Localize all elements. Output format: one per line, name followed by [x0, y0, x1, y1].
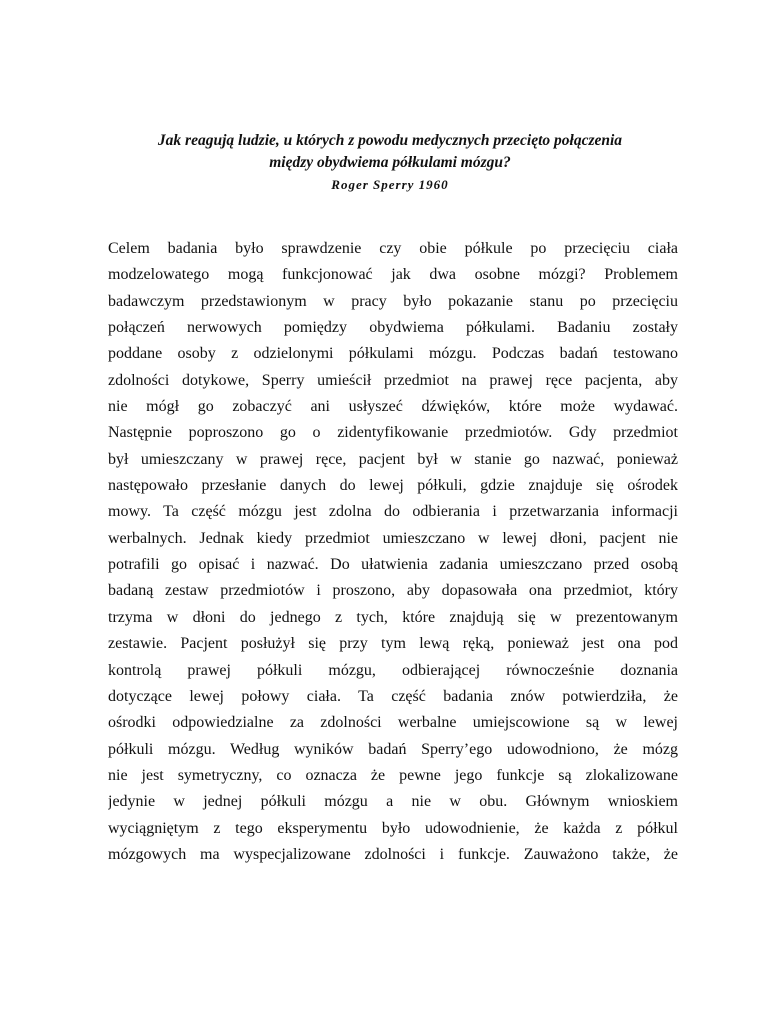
- body-line: następowało przesłanie danych do lewej półkuli, gdzie znajduje się ośrodek: [108, 477, 678, 495]
- body-line: potrafili go opisać i nazwać. Do ułatwienia zadania umieszczano przed osobą: [108, 556, 678, 574]
- body-line: mowy. Ta część mózgu jest zdolna do odbierania i przetwarzania informacji: [108, 503, 678, 521]
- title-block: [100, 130, 680, 196]
- body-line: Celem badania było sprawdzenie czy obie półkule po przecięciu ciała: [108, 240, 678, 257]
- document-title-line-2: między obydwiema półkulami mózgu?: [269, 154, 511, 171]
- body-line: kontrolą prawej półkuli mózgu, odbierającej równocześnie doznania: [108, 661, 678, 679]
- body-line: mózgowych ma wyspecjalizowane zdolności i funkcje. Zauważono także, że: [108, 845, 678, 863]
- body-text: [108, 236, 678, 868]
- body-line: wyciągniętym z tego eksperymentu było udowodnienie, że każda z półkul: [108, 819, 678, 837]
- body-line: jedynie w jednej półkuli mózgu a nie w obu. Głównym wnioskiem: [108, 793, 678, 811]
- body-line: badaną zestaw przedmiotów i proszono, aby dopasowała ona przedmiot, który: [108, 582, 678, 600]
- body-line: półkuli mózgu. Według wyników badań Sperry’ego udowodniono, że mózg: [108, 740, 678, 758]
- body-line: zdolności dotykowe, Sperry umieścił przedmiot na prawej ręce pacjenta, aby: [108, 371, 678, 389]
- document-author: Roger Sperry 1960: [331, 177, 449, 192]
- body-line: nie jest symetryczny, co oznacza że pewne jego funkcje są zlokalizowane: [108, 766, 678, 784]
- body-line: ośrodki odpowiedzialne za zdolności werbalne umiejscowione są w lewej: [108, 714, 678, 732]
- body-line: badawczym przedstawionym w pracy było pokazanie stanu po przecięciu: [108, 292, 678, 310]
- body-line: werbalnych. Jednak kiedy przedmiot umieszczano w lewej dłoni, pacjent nie: [108, 529, 678, 547]
- document-title-line-1: Jak reagują ludzie, u których z powodu medycznych przecięto połączenia: [157, 132, 623, 149]
- body-line: poddane osoby z odzielonymi półkulami mózgu. Podczas badań testowano: [108, 345, 678, 363]
- body-line: połączeń nerwowych pomiędzy obydwiema półkulami. Badaniu zostały: [108, 319, 678, 337]
- body-line: Następnie poproszono go o zidentyfikowanie przedmiotów. Gdy przedmiot: [108, 424, 678, 442]
- body-line: był umieszczany w prawej ręce, pacjent był w stanie go nazwać, ponieważ: [108, 450, 678, 468]
- body-line: dotyczące lewej połowy ciała. Ta część badania znów potwierdziła, że: [108, 687, 678, 705]
- body-line: nie mógł go zobaczyć ani usłyszeć dźwięków, które może wydawać.: [108, 398, 678, 416]
- body-line: modzelowatego mogą funkcjonować jak dwa osobne mózgi? Problemem: [108, 266, 678, 284]
- body-line: zestawie. Pacjent posłużył się przy tym lewą ręką, ponieważ jest ona pod: [108, 635, 678, 653]
- body-line: trzyma w dłoni do jednego z tych, które znajdują się w prezentowanym: [108, 608, 678, 626]
